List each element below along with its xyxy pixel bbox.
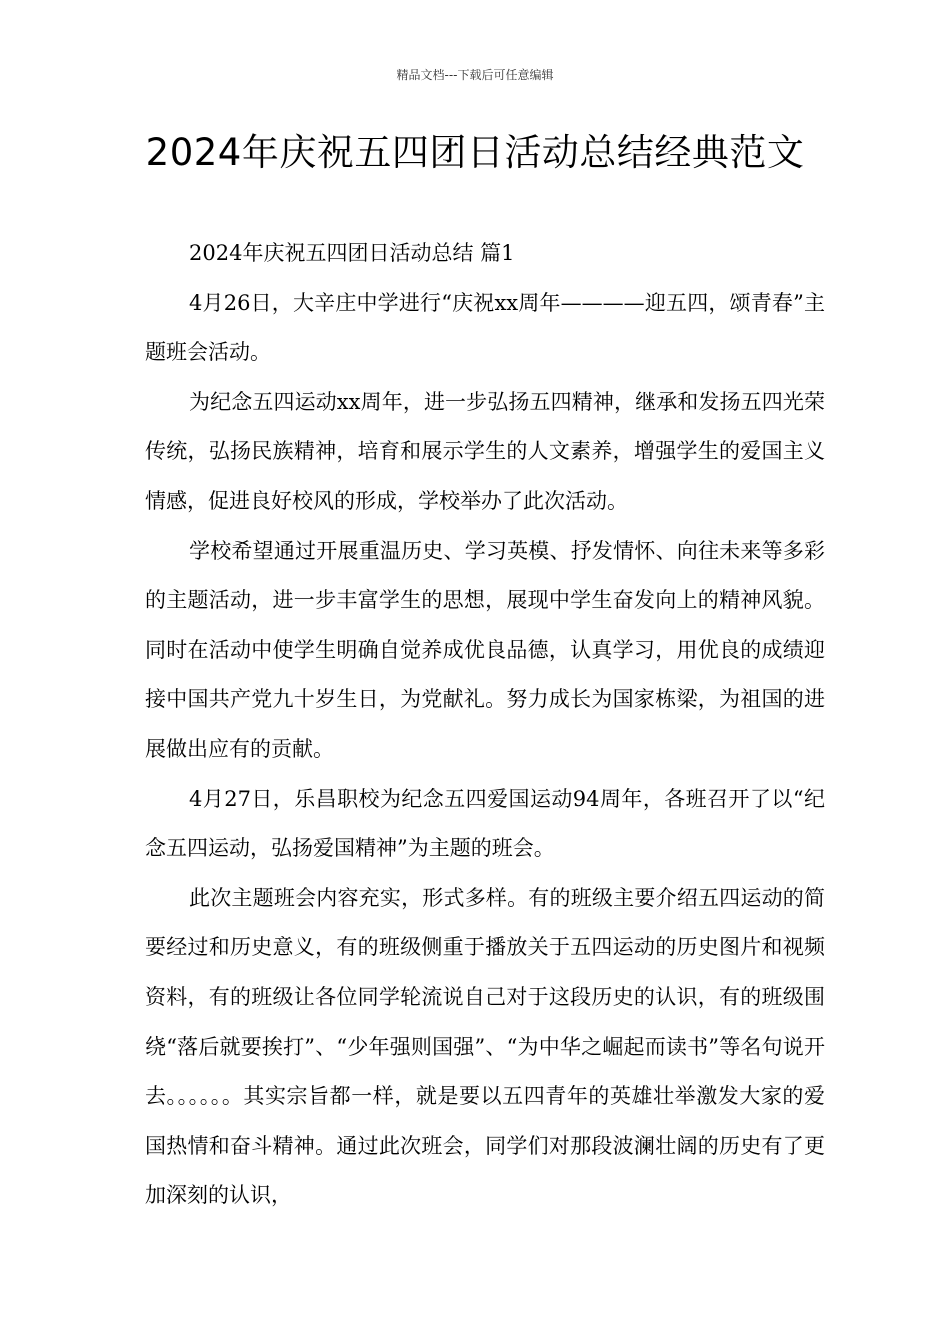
paragraph: 此次主题班会内容充实，形式多样。有的班级主要介绍五四运动的简要经过和历史意义，有的班级侧重于播放关于五四运动的历史图片和视频资料，有的班级让各位同学轮流说自己对于这段历史的认识，有的班级围绕“落后就要挨打”、“少年强则国强”、“为中华之崛起而读书”等名句说开去。。。。。。其实宗旨都一样，就是要以五四青年的英雄壮举激发大家的爱国热情和奋斗精神。通过此次班会，同学们对那段波澜壮阔的历史有了更加深刻的认识， — [145, 885, 825, 1208]
paragraph: 学校希望通过开展重温历史、学习英模、抒发情怀、向往未来等多彩的主题活动，进一步丰富学生的思想，展现中学生奋发向上的精神风貌。同时在活动中使学生明确自觉养成优良品德，认真学习，用优良的成绩迎接中国共产党九十岁生日，为党献礼。努力成长为国家栋梁，为祖国的进展做出应有的贡献。 — [145, 538, 825, 761]
section-heading: 2024年庆祝五四团日活动总结 篇1 — [189, 241, 515, 265]
document-body — [145, 229, 825, 1221]
page-header: 精品文档---下载后可任意编辑 — [396, 68, 554, 82]
paragraph: 为纪念五四运动xx周年，进一步弘扬五四精神，继承和发扬五四光荣传统，弘扬民族精神，培育和展示学生的人文素养，增强学生的爱国主义情感，促进良好校风的形成，学校举办了此次活动。 — [145, 389, 825, 513]
document-title: 2024年庆祝五四团日活动总结经典范文 — [145, 131, 805, 174]
paragraph: 4月26日，大辛庄中学进行“庆祝xx周年————迎五四，颂青春”主题班会活动。 — [145, 290, 825, 365]
paragraph: 4月27日，乐昌职校为纪念五四爱国运动94周年，各班召开了以“纪念五四运动，弘扬爱国精神”为主题的班会。 — [145, 786, 825, 861]
